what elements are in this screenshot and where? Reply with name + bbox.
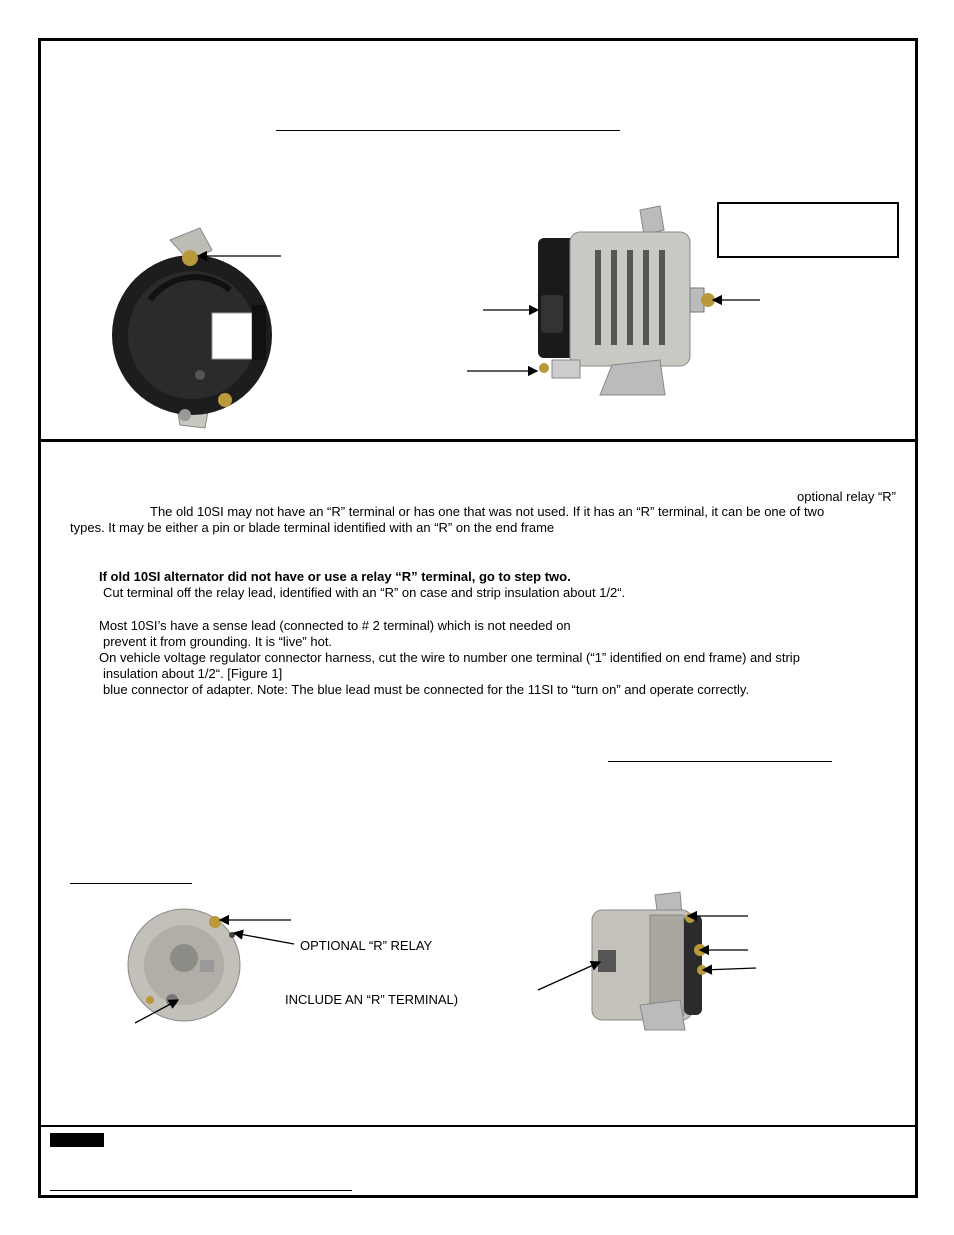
harness-line2: insulation about 1/2“. [Figure 1] (103, 666, 283, 681)
bottom-underline (50, 1190, 352, 1191)
alternator-10si-rear-image (128, 909, 240, 1021)
harness-line1: On vehicle voltage regulator connector harness, cut the wire to number one terminal (“1” identified on end frame) and strip (99, 650, 800, 665)
blue-lead-note: blue connector of adapter. Note: The blue lead must be connected for the 11SI to “turn on” and operate correctly. (103, 682, 750, 697)
alternator-rear-view-image (112, 228, 272, 428)
optional-relay-label: OPTIONAL “R” RELAY (300, 938, 433, 953)
arrow-10si-relay (234, 933, 294, 944)
old-10si-paragraph-line1: The old 10SI may not have an “R” terminal or has one that was not used. If it has an “R” terminal, it can be one of two (150, 504, 825, 519)
step-cut-terminal: Cut terminal off the relay lead, identified with an “R” on case and strip insulation about 1/2“. (103, 585, 626, 600)
bottom-black-tab (50, 1133, 104, 1147)
figure-heading-underline (70, 883, 192, 884)
sense-lead-line1: Most 10SI’s have a sense lead (connected to # 2 terminal) which is not needed on (99, 618, 571, 633)
alternator-side-view-image (538, 206, 715, 395)
arrow-side2-low (703, 968, 756, 970)
include-r-terminal-label: INCLUDE AN “R” TERMINAL) (285, 992, 459, 1007)
relay-label: optional relay “R” (797, 489, 896, 504)
alternator-10si-side-image (592, 892, 707, 1030)
step-heading: If old 10SI alternator did not have or use a relay “R” terminal, go to step two. (99, 569, 571, 584)
old-10si-paragraph-line2: types. It may be either a pin or blade terminal identified with an “R” on the end frame (70, 520, 555, 535)
sense-lead-line2: prevent it from grounding. It is “live” hot. (103, 634, 333, 649)
arrow-side2-connector (538, 962, 600, 990)
middle-underline (608, 761, 832, 762)
